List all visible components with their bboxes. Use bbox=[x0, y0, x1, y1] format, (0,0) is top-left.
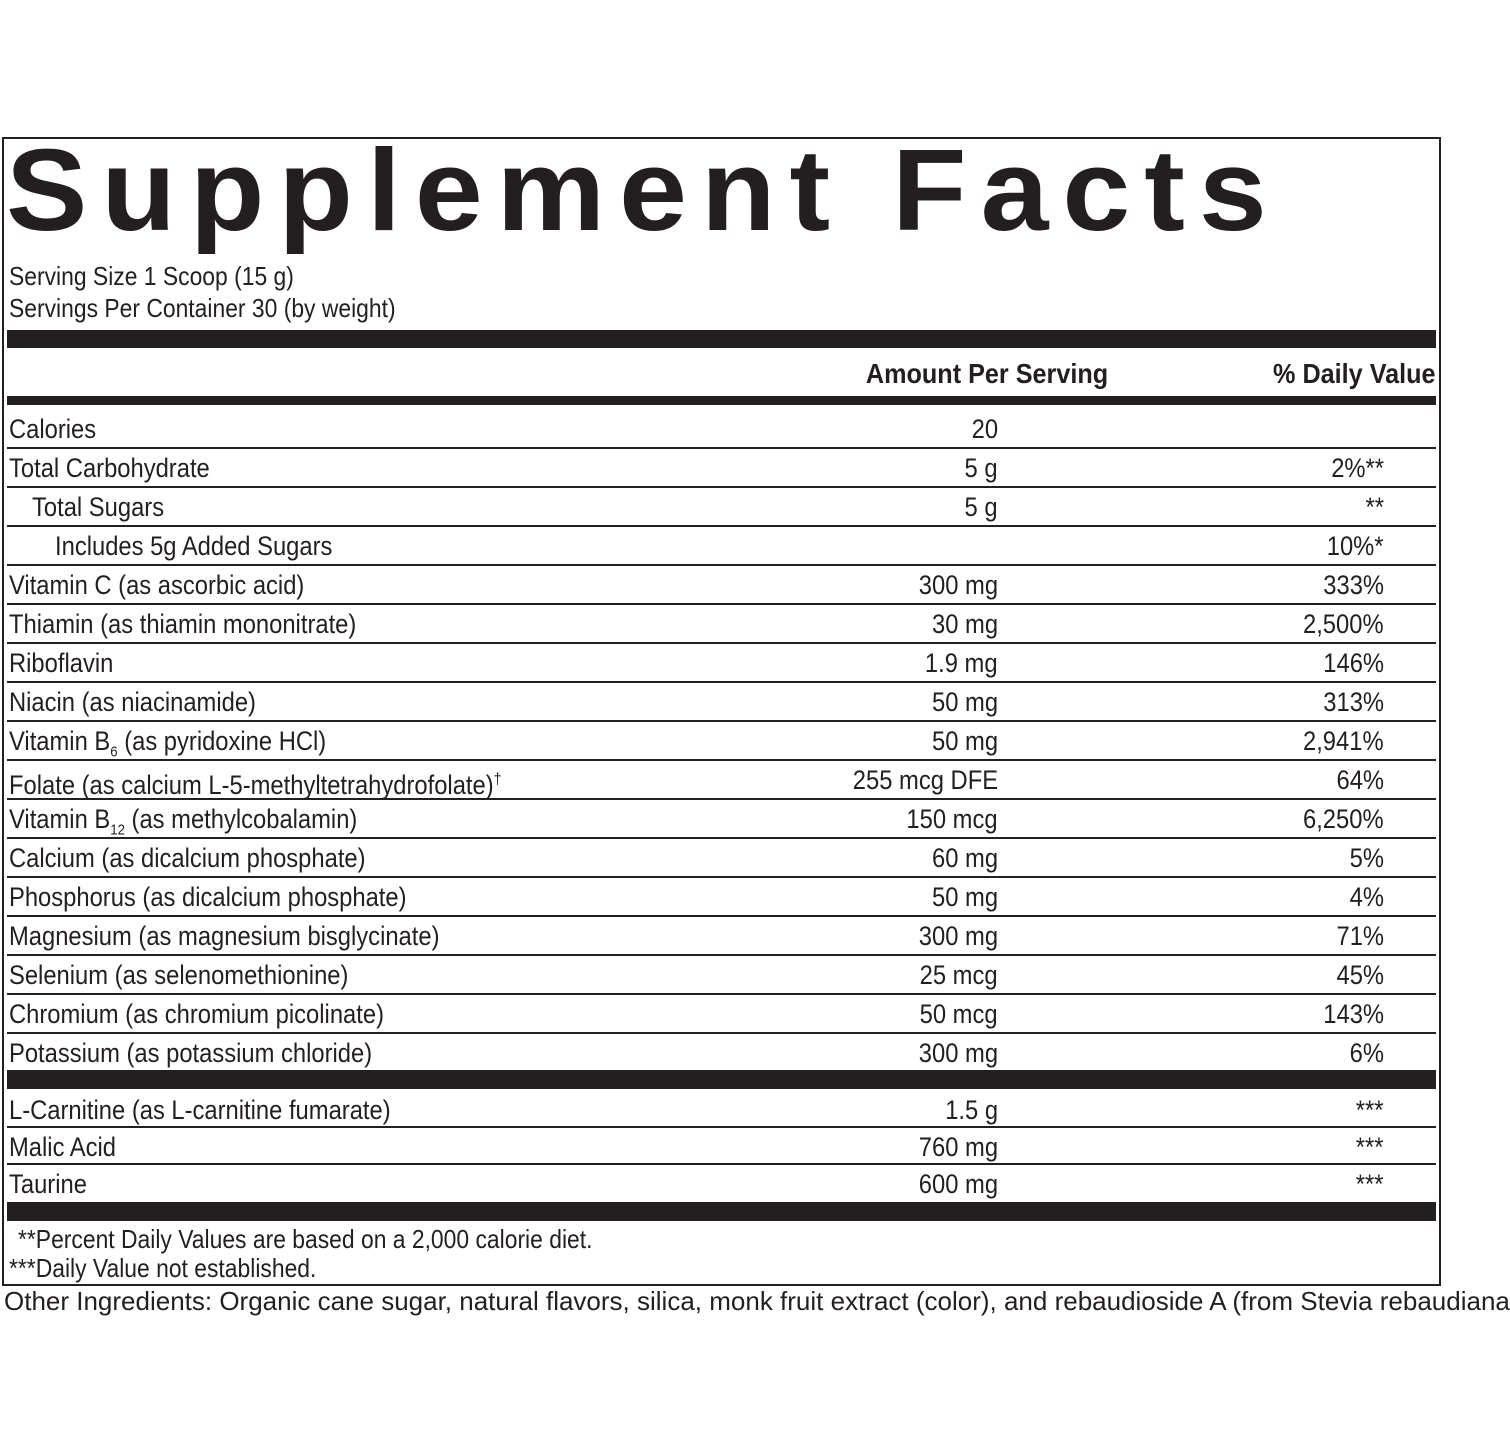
nutrient-name-text: Total Carbohydrate bbox=[9, 453, 210, 483]
nutrient-daily-value: ** bbox=[1365, 492, 1384, 522]
nutrient-name bbox=[9, 1037, 372, 1069]
nutrient-name-text: Magnesium (as magnesium bisglycinate) bbox=[9, 921, 440, 951]
nutrient-daily-value: *** bbox=[1356, 1169, 1384, 1199]
nutrient-name-text: Vitamin C (as ascorbic acid) bbox=[9, 570, 305, 600]
nutrient-name-text: Total Sugars bbox=[32, 492, 165, 522]
footnote-daily-values: **Percent Daily Values are based on a 2,000 calorie diet. bbox=[18, 1224, 593, 1254]
nutrient-name-text: Vitamin B bbox=[9, 804, 111, 834]
nutrient-daily-value: 143% bbox=[1323, 999, 1384, 1029]
nutrient-row bbox=[7, 800, 1436, 839]
nutrient-name-suffix: (as methylcobalamin) bbox=[124, 804, 358, 834]
nutrient-name-text: Calories bbox=[9, 414, 97, 444]
nutrient-name-text: Thiamin (as thiamin mononitrate) bbox=[9, 609, 357, 639]
nutrient-amount: 5 g bbox=[964, 453, 998, 483]
nutrient-amount: 60 mg bbox=[931, 843, 998, 873]
nutrient-name-text: Vitamin B bbox=[9, 726, 111, 756]
nutrient-amount: 50 mg bbox=[931, 687, 998, 717]
nutrient-amount: 255 mcg DFE bbox=[852, 765, 998, 795]
nutrient-amount: 300 mg bbox=[918, 921, 998, 951]
nutrient-row bbox=[7, 605, 1436, 644]
nutrient-row bbox=[7, 878, 1436, 917]
footnote-not-established: ***Daily Value not established. bbox=[9, 1253, 317, 1283]
nutrient-name bbox=[55, 530, 332, 562]
nutrient-row bbox=[7, 449, 1436, 488]
daily-value-header: % Daily Value bbox=[1273, 358, 1436, 389]
serving-size: Serving Size 1 Scoop (15 g) bbox=[9, 261, 294, 291]
nutrient-row bbox=[7, 995, 1436, 1034]
nutrient-table bbox=[7, 410, 1436, 1073]
nutrient-amount: 50 mcg bbox=[920, 999, 998, 1029]
medium-divider bbox=[7, 396, 1436, 405]
nutrient-name-text: Includes 5g Added Sugars bbox=[55, 531, 333, 561]
nutrient-amount: 25 mcg bbox=[920, 960, 998, 990]
nutrient-row bbox=[7, 761, 1436, 800]
nutrient-name bbox=[9, 1131, 116, 1163]
other-ingredient-table bbox=[7, 1091, 1436, 1202]
nutrient-amount: 5 g bbox=[964, 492, 998, 522]
nutrient-row bbox=[7, 683, 1436, 722]
panel-title: Supplement Facts bbox=[6, 125, 1281, 255]
nutrient-amount: 150 mcg bbox=[906, 804, 998, 834]
nutrient-amount: 600 mg bbox=[918, 1169, 998, 1199]
nutrient-amount: 300 mg bbox=[918, 1038, 998, 1068]
nutrient-amount: 50 mg bbox=[931, 726, 998, 756]
nutrient-daily-value: *** bbox=[1356, 1132, 1384, 1162]
nutrient-row bbox=[7, 1165, 1436, 1202]
nutrient-daily-value: 6% bbox=[1349, 1038, 1384, 1068]
nutrient-daily-value: 313% bbox=[1323, 687, 1384, 717]
nutrient-name bbox=[9, 1094, 391, 1126]
nutrient-name bbox=[9, 569, 304, 601]
nutrient-row bbox=[7, 566, 1436, 605]
cropped-other-ingredients bbox=[0, 1286, 1510, 1316]
nutrient-daily-value: 146% bbox=[1323, 648, 1384, 678]
nutrient-name bbox=[9, 647, 113, 679]
nutrient-amount: 1.5 g bbox=[945, 1095, 998, 1125]
nutrient-row bbox=[7, 956, 1436, 995]
nutrient-daily-value: 71% bbox=[1336, 921, 1384, 951]
nutrient-name-text: Folate (as calcium L-5-methyltetrahydrofolate) bbox=[9, 770, 494, 800]
nutrient-amount: 760 mg bbox=[918, 1132, 998, 1162]
nutrient-name bbox=[9, 842, 366, 874]
nutrient-amount: 300 mg bbox=[918, 570, 998, 600]
nutrient-name-text: Calcium (as dicalcium phosphate) bbox=[9, 843, 366, 873]
nutrient-daily-value: 2,941% bbox=[1303, 726, 1384, 756]
amount-per-serving-header: Amount Per Serving bbox=[865, 358, 1108, 389]
nutrient-name bbox=[9, 764, 501, 801]
nutrient-row bbox=[7, 644, 1436, 683]
thick-divider-middle bbox=[7, 1070, 1436, 1089]
nutrient-name-suffix: (as pyridoxine HCl) bbox=[117, 726, 327, 756]
nutrient-daily-value: 5% bbox=[1349, 843, 1384, 873]
nutrient-name bbox=[9, 608, 356, 640]
nutrient-row bbox=[7, 1034, 1436, 1073]
nutrient-daily-value: 6,250% bbox=[1303, 804, 1384, 834]
nutrient-daily-value: 333% bbox=[1323, 570, 1384, 600]
nutrient-name bbox=[9, 920, 440, 952]
nutrient-row bbox=[7, 488, 1436, 527]
nutrient-name-text: Potassium (as potassium chloride) bbox=[9, 1038, 373, 1068]
nutrient-subscript: 6 bbox=[110, 743, 118, 761]
nutrient-daily-value: 45% bbox=[1336, 960, 1384, 990]
nutrient-name-text: Taurine bbox=[9, 1169, 87, 1199]
nutrient-name bbox=[9, 686, 256, 718]
nutrient-name bbox=[9, 1168, 87, 1200]
servings-per-container: Servings Per Container 30 (by weight) bbox=[9, 293, 396, 323]
nutrient-amount: 50 mg bbox=[931, 882, 998, 912]
nutrient-name bbox=[9, 998, 384, 1030]
nutrient-daily-value: 2%** bbox=[1331, 453, 1384, 483]
nutrient-subscript: 12 bbox=[110, 821, 125, 839]
nutrient-daily-value: *** bbox=[1356, 1095, 1384, 1125]
nutrient-row bbox=[7, 527, 1436, 566]
nutrient-name bbox=[9, 959, 348, 991]
nutrient-daily-value: 4% bbox=[1349, 882, 1384, 912]
nutrient-amount: 20 bbox=[971, 414, 998, 444]
nutrient-row bbox=[7, 917, 1436, 956]
nutrient-name-text: Niacin (as niacinamide) bbox=[9, 687, 256, 717]
nutrient-name-text: Phosphorus (as dicalcium phosphate) bbox=[9, 882, 407, 912]
nutrient-amount: 1.9 mg bbox=[925, 648, 998, 678]
nutrient-name bbox=[9, 413, 96, 445]
nutrient-daily-value: 10%* bbox=[1327, 531, 1384, 561]
nutrient-daily-value: 64% bbox=[1336, 765, 1384, 795]
nutrient-row bbox=[7, 410, 1436, 449]
nutrient-name-text: Selenium (as selenomethionine) bbox=[9, 960, 349, 990]
thick-divider-top bbox=[7, 330, 1436, 348]
nutrient-daily-value: 2,500% bbox=[1303, 609, 1384, 639]
nutrient-amount: 30 mg bbox=[931, 609, 998, 639]
thick-divider-bottom bbox=[7, 1202, 1436, 1221]
nutrient-name bbox=[32, 491, 164, 523]
nutrient-name-text: Riboflavin bbox=[9, 648, 114, 678]
nutrient-row bbox=[7, 1128, 1436, 1165]
nutrient-name-text: Malic Acid bbox=[9, 1132, 116, 1162]
nutrient-superscript: † bbox=[493, 771, 502, 788]
nutrient-name bbox=[9, 452, 210, 484]
nutrient-name-text: L-Carnitine (as L-carnitine fumarate) bbox=[9, 1095, 391, 1125]
nutrient-row bbox=[7, 1091, 1436, 1128]
nutrient-name bbox=[9, 881, 407, 913]
nutrient-name-text: Chromium (as chromium picolinate) bbox=[9, 999, 384, 1029]
nutrient-row bbox=[7, 839, 1436, 878]
nutrient-row bbox=[7, 722, 1436, 761]
other-ingredients-text: Other Ingredients: Organic cane sugar, natural flavors, silica, monk fruit extract (color), and rebaudioside A (from Stevia rebaudiana bbox=[4, 1286, 1510, 1316]
